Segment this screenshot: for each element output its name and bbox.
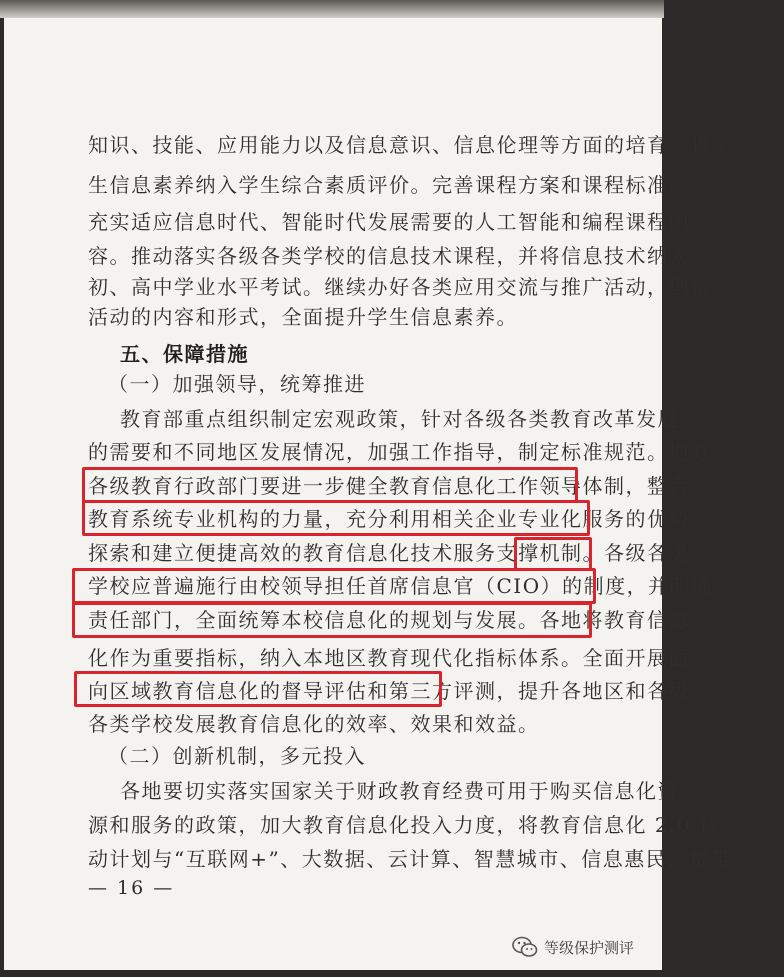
text-line: 学校应普遍施行由校领导担任首席信息官（CIO）的制度，并明确 <box>88 574 713 598</box>
text-line: 活动的内容和形式，全面提升学生信息素养。 <box>88 305 518 329</box>
text-line: 各类学校发展教育信息化的效率、效果和效益。 <box>88 712 540 736</box>
text-line: 动计划与“互联网+”、大数据、云计算、智慧城市、信息惠民、宽带 <box>88 847 732 871</box>
text-line: 源和服务的政策，加大教育信息化投入力度，将教育信息化 2.0 行 <box>88 813 721 837</box>
highlight-box <box>74 671 442 707</box>
text-line: 化作为重要指标，纳入本地区教育现代化指标体系。全面开展面 <box>88 646 690 670</box>
highlight-box <box>82 467 578 503</box>
highlight-box <box>82 500 590 536</box>
text-line: 向区域教育信息化的督导评估和第三方评测，提升各地区和各级 <box>88 679 690 703</box>
highlight-box <box>72 568 596 604</box>
subsection-heading: （二）创新机制，多元投入 <box>108 744 366 768</box>
text-line: 生信息素养纳入学生综合素质评价。完善课程方案和课程标准， <box>88 173 690 197</box>
scan-edge-shadow <box>0 0 664 18</box>
text-line: 教育系统专业机构的力量，充分利用相关企业专业化服务的优势， <box>88 507 712 531</box>
subsection-heading: （一）加强领导，统筹推进 <box>108 372 366 396</box>
text-line: 各级教育行政部门要进一步健全教育信息化工作领导体制，整合 <box>88 474 690 498</box>
text-line: 各地要切实落实国家关于财政教育经费可用于购买信息化资 <box>120 779 679 803</box>
text-line: 的需要和不同地区发展情况，加强工作指导，制定标准规范。地方 <box>88 440 712 464</box>
text-line: 知识、技能、应用能力以及信息意识、信息伦理等方面的培育，将学 <box>88 133 733 157</box>
text-line: 充实适应信息时代、智能时代发展需要的人工智能和编程课程内 <box>88 210 690 234</box>
text-line: 容。推动落实各级各类学校的信息技术课程，并将信息技术纳入 <box>88 244 690 268</box>
wechat-icon <box>512 936 538 958</box>
highlight-box <box>514 537 592 571</box>
highlight-box <box>72 602 592 638</box>
watermark <box>512 931 660 963</box>
watermark-text: 等级保护测评 <box>544 938 635 957</box>
text-line: 初、高中学业水平考试。继续办好各类应用交流与推广活动，创新 <box>88 275 712 299</box>
text-line: 探索和建立便捷高效的教育信息化技术服务支撑机制。各级各类 <box>88 541 690 565</box>
section-heading: 五、保障措施 <box>120 342 249 366</box>
text-line: 责任部门，全面统筹本校信息化的规划与发展。各地将教育信息 <box>88 608 690 632</box>
page-number: — 16 — <box>88 877 175 899</box>
text-line: 教育部重点组织制定宏观政策，针对各级各类教育改革发展 <box>120 407 679 431</box>
